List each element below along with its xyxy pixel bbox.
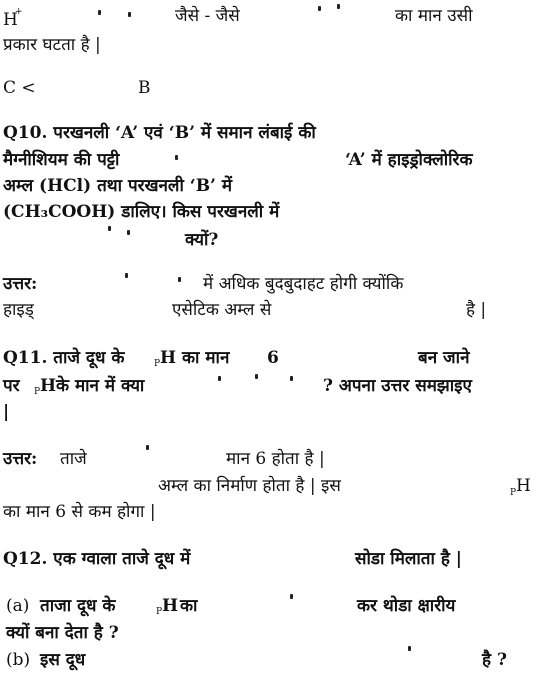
q11-answer-line-3: का मान 6 से कम होगा |	[3, 502, 156, 522]
q10-answer-line-2a: हाइड्	[3, 300, 34, 320]
faint-mark	[255, 374, 258, 379]
q12-b-label: (b)	[6, 650, 31, 670]
q11-ph-sub-3: P	[510, 488, 517, 498]
q11-six: 6	[267, 348, 279, 368]
faint-mark	[290, 594, 293, 599]
q12-b-text-2: है ?	[482, 650, 507, 670]
q12-b-text-1: इस दूध	[40, 650, 86, 670]
q12-a-line-2: क्यों बना देता है ?	[6, 623, 119, 643]
q11-ph-sub: P	[154, 359, 161, 369]
q11-line-1b: का मान	[182, 348, 230, 368]
q10-line-4: (CH₃COOH) डालिए। किस परखनली में	[3, 202, 280, 222]
intro-decreases: प्रकार घटता है |	[3, 35, 101, 55]
intro-value-same: का मान उसी	[395, 6, 473, 26]
q10-answer-line-2b: एसेटिक अम्ल से	[172, 300, 272, 320]
intro-ion-plus: +	[15, 7, 23, 17]
intro-ion-h: H	[3, 10, 18, 30]
q11-line-1c: बन जाने	[418, 348, 470, 368]
q12-a-text-1: ताजा दूध के	[40, 596, 116, 616]
q11-answer-line-1b: मान 6 होता है |	[226, 449, 325, 469]
faint-mark	[218, 376, 221, 381]
intro-compare-c: C <	[3, 78, 36, 98]
faint-mark	[318, 6, 321, 11]
faint-mark	[408, 646, 411, 651]
q12-a-label: (a)	[6, 596, 30, 616]
intro-compare-b: B	[138, 78, 151, 98]
q11-line-2c: ? अपना उत्तर समझाइए	[323, 376, 472, 396]
q11-line-3: |	[3, 402, 10, 422]
q10-answer-label: उत्तर:	[3, 274, 38, 294]
q11-ph-h-2: H	[40, 376, 57, 396]
q12-ph-h: H	[162, 596, 179, 616]
q12-line-1b: सोडा मिलाता है |	[355, 549, 462, 569]
q10-line-1: Q10. परखनली ‘A’ एवं ‘B’ में समान लंबाई की	[3, 123, 316, 143]
q10-answer-line-2c: है |	[466, 300, 487, 320]
faint-mark	[146, 445, 149, 450]
faint-mark	[127, 230, 130, 235]
q11-line-2b: के मान में क्या	[56, 376, 145, 396]
q11-ph-h: H	[160, 348, 177, 368]
q10-line-3: अम्ल (HCl) तथा परखनली ‘B’ में	[3, 176, 233, 196]
faint-mark	[128, 12, 131, 17]
q11-line-2a: पर	[3, 376, 20, 396]
q11-answer-line-1a: ताजे	[60, 449, 87, 469]
q12-ph-sub: P	[156, 607, 163, 617]
faint-mark	[125, 273, 128, 278]
q11-line-1a: Q11. ताजे दूध के	[3, 348, 125, 368]
q11-ph-h-3: H	[516, 476, 531, 496]
intro-same-as: जैसे - जैसे	[175, 6, 240, 26]
faint-mark	[290, 376, 293, 381]
faint-mark	[337, 4, 340, 9]
q12-a-text-3: कर थोडा क्षारीय	[357, 596, 456, 616]
q11-answer-line-2a: अम्ल का निर्माण होता है | इस	[158, 476, 341, 496]
q11-ph-sub-2: P	[34, 387, 41, 397]
q11-answer-label: उत्तर:	[3, 449, 38, 469]
q10-line-5: क्यों?	[185, 230, 219, 250]
q10-answer-line-1: में अधिक बुदबुदाहट होगी क्योंकि	[203, 274, 404, 294]
q12-line-1a: Q12. एक ग्वाला ताजे दूध में	[3, 549, 191, 569]
faint-mark	[175, 155, 178, 160]
faint-mark	[178, 277, 181, 282]
q10-line-2a: मैग्नीशियम की पट्टी	[3, 150, 120, 170]
faint-mark	[98, 10, 101, 15]
q12-a-text-2: का	[180, 596, 198, 616]
faint-mark	[108, 226, 111, 231]
q10-line-2b: ‘A’ में हाइड्रोक्लोरिक	[345, 150, 473, 170]
